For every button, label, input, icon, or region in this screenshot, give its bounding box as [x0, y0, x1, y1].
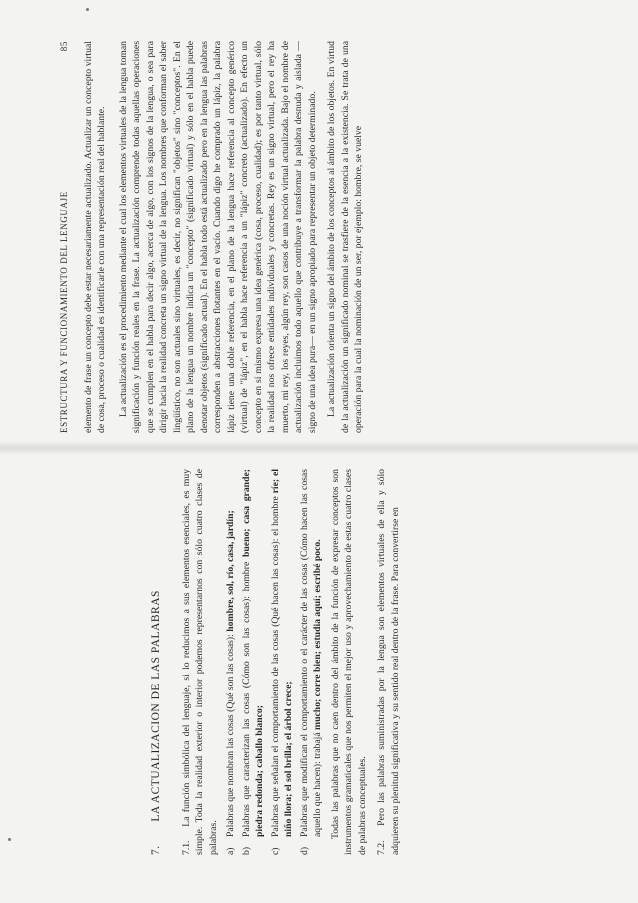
paragraph-todas: Todas las palabras que no caen dentro del ámbito de la función de expresar conceptos son instrumentos gramaticales que nos permiten el mejor uso y aprovechamiento de estas cuatro clases de palabras conceptuales.	[329, 469, 368, 855]
scan-speck	[86, 8, 89, 11]
list-item-text: Palabras que nombran las cosas (Qué son las cosas):	[225, 631, 236, 837]
section-heading	[150, 469, 164, 855]
paragraph-orientacion: La actualización orienta un signo del ámbito de los conceptos al ámbito de los objetos. En virtud de la actualización un significado nominal se trasfiere de la esencia a la existencia. Se trata de una operación para la cual la nominación de un ser, por ejemplo: hombre, se vuelve	[326, 41, 364, 433]
list-item-a	[224, 469, 238, 855]
list-item-label: a)	[225, 847, 236, 855]
paragraph-continued: elemento de frase un concepto debe estar necesariamente actualizado. Actualizar un concepto virtual de cosa, proceso o cualidad es identificarle con una representación real del hablante.	[82, 41, 107, 433]
list-item-label: c)	[269, 847, 281, 855]
list-item-text: Palabras que señalan el comportamiento de las cosas (Qué hacen las cosas): el hombre	[269, 493, 281, 837]
running-head	[58, 41, 72, 433]
left-page	[150, 469, 620, 855]
list-item-examples: bueno; casa grande; piedra redonda; caballo blanco;	[240, 469, 265, 837]
list-item-c	[269, 469, 296, 855]
paragraph-7-2	[375, 469, 402, 855]
list-item-text: Palabras que modifican el comportamiento o el carácter de las cosas (Cómo hacen las cosas aquello que hacen): trabajá	[298, 469, 323, 837]
section-number: 7.	[150, 845, 162, 855]
paragraph-text: Pero las palabras suministradas por la lengua son elementos virtuales de ella y sólo adquieren su plenitud significativa y su sentido real dentro de la frase. Para convertirse en	[376, 469, 401, 855]
list-item-b	[240, 469, 267, 855]
list-item-examples: mucho; corre bien; estudia aquí; escribé poco.	[312, 539, 323, 730]
scan-speck	[8, 838, 11, 841]
list-item-d	[298, 469, 325, 855]
paragraph-number: 7.1.	[180, 840, 192, 855]
running-head-title: ESTRUCTURA Y FUNCIONAMIENTO DEL LENGUAJE	[59, 191, 69, 433]
page-number: 85	[59, 41, 69, 52]
book-gutter	[0, 441, 638, 455]
list-item-label: b)	[240, 846, 252, 855]
paragraph-text: La función simbólica del lenguaje, si lo reducimos a sus elementos esenciales, es muy simple. Toda la realidad exterior o interior podemos representarnos con sólo cuatro clases de palabras.	[180, 469, 219, 855]
paragraph-number: 7.2.	[376, 840, 387, 855]
list-item-label: d)	[298, 846, 310, 855]
list-item-examples: hombre, sol, río, casa, jardín;	[225, 510, 236, 632]
paragraph-7-1	[180, 469, 221, 855]
list-item-text: Palabras que caracterizan las cosas (Cómo son las cosas): hombre	[240, 557, 252, 837]
right-page	[58, 41, 578, 433]
paragraph-actualizacion: La actualización es el procedimiento mediante el cual los elementos virtuales de la lengua toman significación y función reales en la frase. La actualización comprende todas aquellas operaciones que se cumplen en el habla para decir algo, acerca de algo, con los signos de la lengua, o sea para dirigir hacia la realidad concreta un signo virtual de la lengua. Los nombres que conforman el saber lingüístico, no son actuales sino virtuales, es decir, no significan "objetos" sino "conceptos". En el plano de la lengua un nombre indica un "concepto" (significado virtual) y sólo en el habla puede denotar objetos (significado actual). En el habla todo está actualizado pero en la lengua las palabras corresponden a abstracciones flotantes en el vacío. Cuando digo he comprado un lápiz, la palabra lápiz tiene una doble referencia, en el plano de la lengua hace referencia al concepto genérico (virtual) de "lápiz", en el habla hace referencia a un "lápiz" concreto (actualizado). En efecto un concepto en sí mismo expresa una idea genérica (cosa, proceso, cualidad); es por tanto virtual, sólo la realidad nos ofrece entidades individuales y concretas. Rey es un signo virtual, pero el rey ha muerto, mi rey, los reyes, algún rey, son casos de una noción virtual actualizada. Bajo el nombre de actualización incluimos todo aquello que contribuye a transformar la palabra desnuda y aislada —signo de una idea pura— en un signo apropiado para representar un objeto determinado.	[117, 41, 318, 433]
section-title: LA ACTUALIZACION DE LAS PALABRAS	[150, 590, 162, 822]
list-item-examples: ríe; el niño llora; el sol brilla; el árbol crece;	[269, 469, 294, 837]
